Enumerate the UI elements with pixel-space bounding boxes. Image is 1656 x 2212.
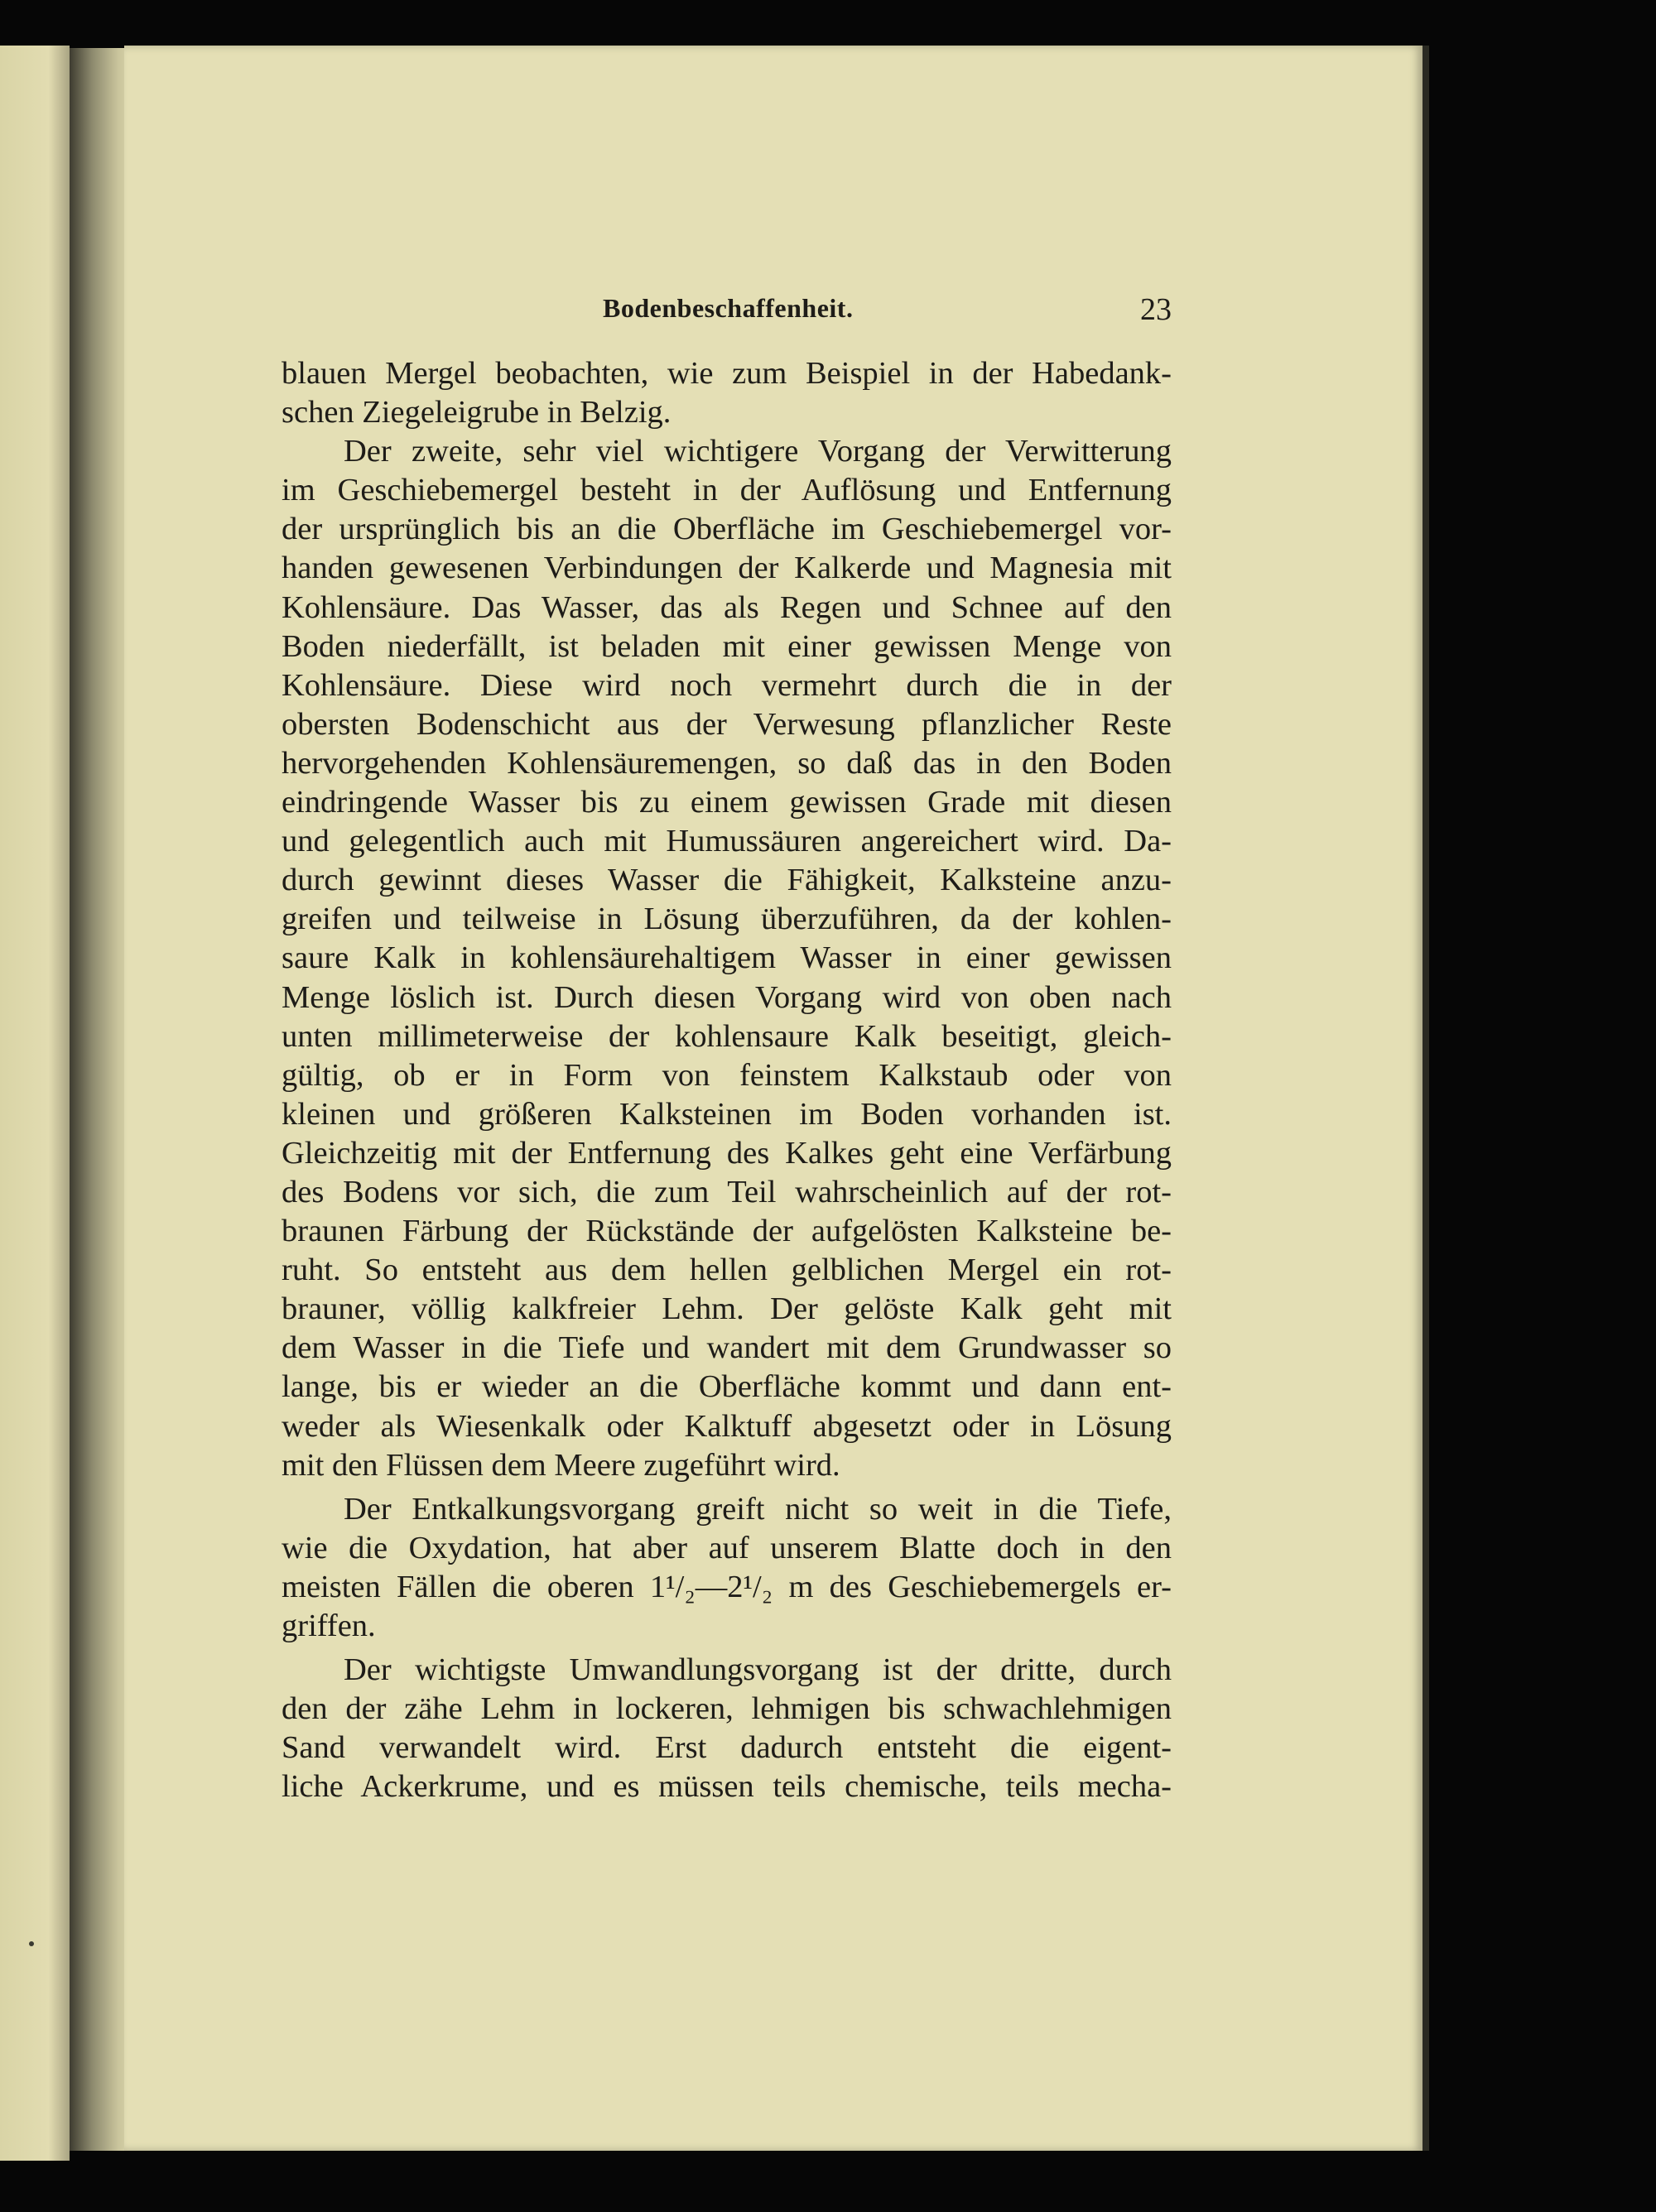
page-header	[282, 291, 1172, 333]
text-line: lange, bis er wieder an die Oberfläche kommt und dann ent-	[282, 1369, 1172, 1405]
text-line: weder als Wiesenkalk oder Kalktuff abgesetzt oder in Lösung	[282, 1408, 1172, 1444]
body-text	[282, 354, 1172, 1806]
text-line: den der zähe Lehm in lockeren, lehmigen bis schwachlehmigen	[282, 1691, 1172, 1727]
text-line: Kohlensäure. Diese wird noch vermehrt durch die in der	[282, 667, 1172, 703]
text-line: greifen und teilweise in Lösung überzuführen, da der kohlen-	[282, 902, 1172, 937]
text-line: obersten Bodenschicht aus der Verwesung pflanzlicher Reste	[282, 706, 1172, 742]
text-line: hervorgehenden Kohlensäuremengen, so daß das in den Boden	[282, 745, 1172, 781]
text-line: im Geschiebemergel besteht in der Auflösung und Entfernung	[282, 473, 1172, 508]
text-line: blauen Mergel beobachten, wie zum Beispiel in der Habedank-	[282, 356, 1172, 391]
text-line: brauner, völlig kalkfreier Lehm. Der gelöste Kalk geht mit	[282, 1291, 1172, 1327]
text-line: liche Ackerkrume, und es müssen teils chemische, teils mecha-	[282, 1769, 1172, 1805]
text-line: dem Wasser in die Tiefe und wandert mit dem Grundwasser so	[282, 1330, 1172, 1366]
text-line: Der Entkalkungsvorgang greift nicht so weit in die Tiefe,	[344, 1491, 1172, 1527]
text-line: eindringende Wasser bis zu einem gewissen Grade mit diesen	[282, 785, 1172, 820]
text-line: der ursprünglich bis an die Oberfläche im Geschiebemergel vor-	[282, 512, 1172, 547]
text-line: und gelegentlich auch mit Humussäuren angereichert wird. Da-	[282, 824, 1172, 859]
page-right-edge	[1423, 46, 1429, 2151]
text-line: Menge löslich ist. Durch diesen Vorgang wird von oben nach	[282, 979, 1172, 1015]
text-line: braunen Färbung der Rückstände der aufgelösten Kalksteine be-	[282, 1214, 1172, 1249]
previous-page-edge	[0, 46, 70, 2161]
text-line: wie die Oxydation, hat aber auf unserem Blatte doch in den	[282, 1530, 1172, 1565]
text-line: Gleichzeitig mit der Entfernung des Kalkes geht eine Verfärbung	[282, 1135, 1172, 1171]
running-title: Bodenbeschaffenheit.	[603, 293, 854, 323]
text-line: Der zweite, sehr viel wichtigere Vorgang der Verwitterung	[344, 434, 1172, 469]
text-line: mit den Flüssen dem Meere zugeführt wird.	[282, 1447, 840, 1483]
margin-speck	[29, 1941, 34, 1946]
text-line: Kohlensäure. Das Wasser, das als Regen und Schnee auf den	[282, 589, 1172, 625]
text-line: Der wichtigste Umwandlungsvorgang ist der dritte, durch	[344, 1652, 1172, 1688]
text-line: schen Ziegeleigrube in Belzig.	[282, 395, 672, 430]
text-line: gültig, ob er in Form von feinstem Kalkstaub oder von	[282, 1057, 1172, 1093]
text-line: kleinen und größeren Kalksteinen im Boden vorhanden ist.	[282, 1096, 1172, 1132]
text-line: ruht. So entsteht aus dem hellen gelblichen Mergel ein rot-	[282, 1253, 1172, 1288]
text-line: griffen.	[282, 1609, 376, 1643]
text-line: unten millimeterweise der kohlensaure Kalk beseitigt, gleich-	[282, 1018, 1172, 1054]
text-line: meisten Fällen die oberen 1¹/₂—2¹/₂ m des Geschiebemergels er-	[282, 1569, 1172, 1604]
text-line: Boden niederfällt, ist beladen mit einer gewissen Menge von	[282, 628, 1172, 664]
page-number: 23	[1140, 292, 1172, 327]
text-line: durch gewinnt dieses Wasser die Fähigkeit, Kalksteine anzu-	[282, 863, 1172, 898]
text-line: des Bodens vor sich, die zum Teil wahrscheinlich auf der rot-	[282, 1174, 1172, 1209]
text-line: saure Kalk in kohlensäurehaltigem Wasser in einer gewissen	[282, 940, 1172, 976]
text-line: handen gewesenen Verbindungen der Kalkerde und Magnesia mit	[282, 551, 1172, 586]
text-line: Sand verwandelt wird. Erst dadurch entsteht die eigent-	[282, 1730, 1172, 1766]
